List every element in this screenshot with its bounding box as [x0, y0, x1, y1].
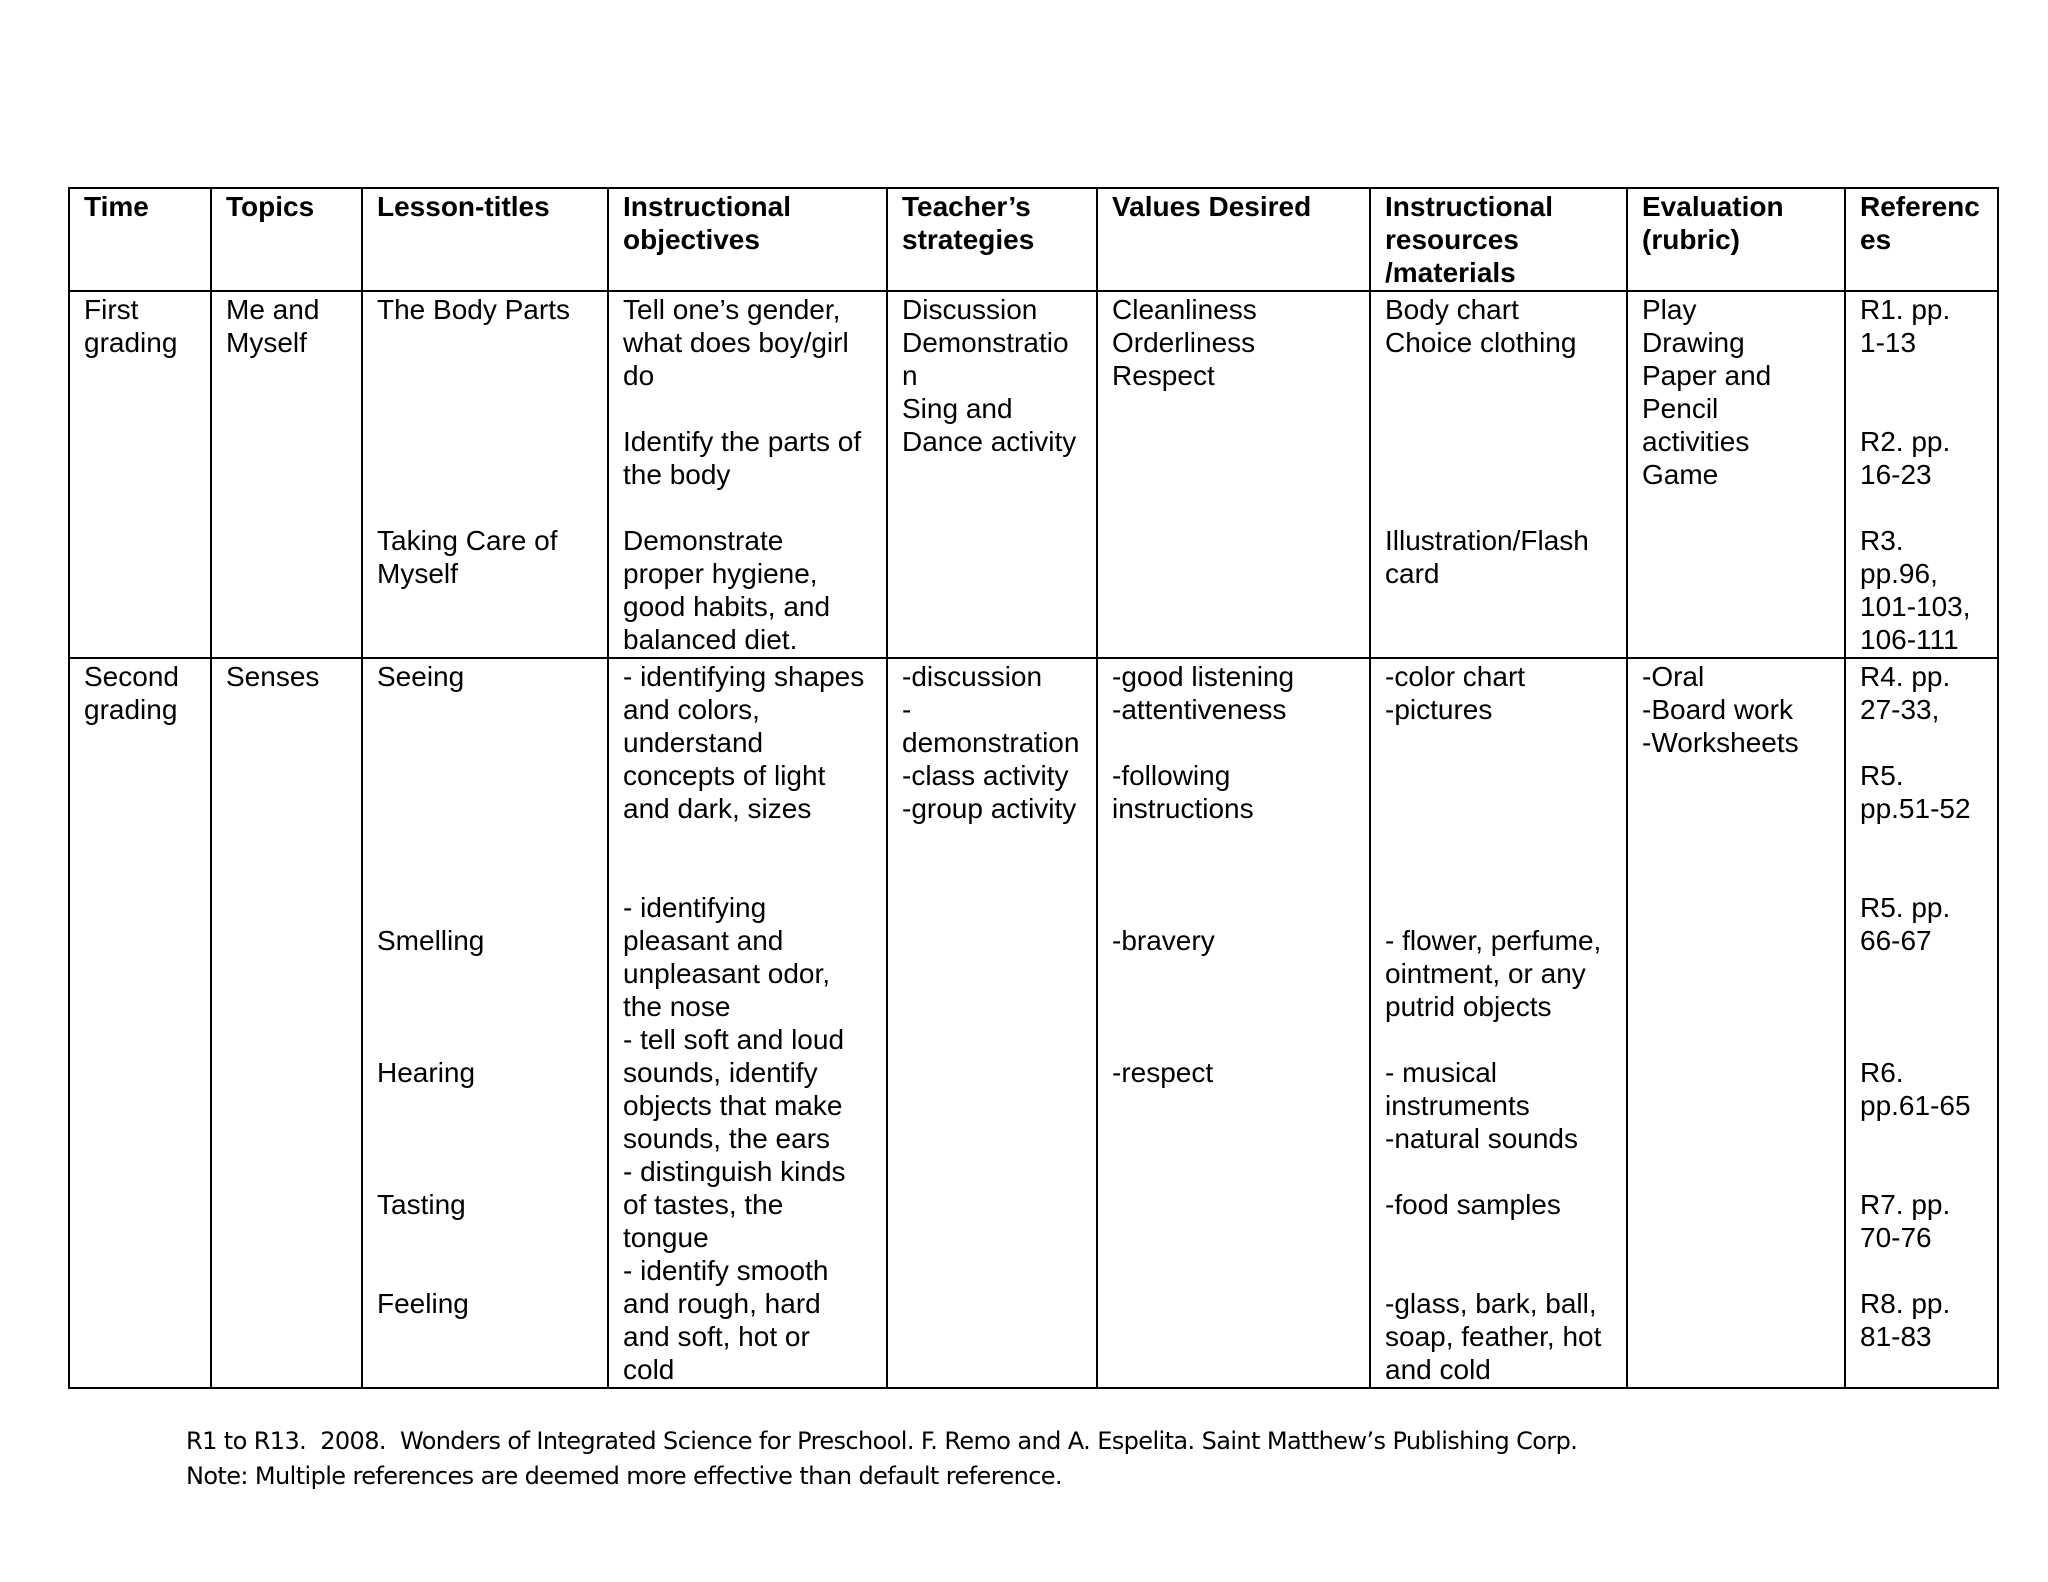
cell-evaluation: Play Drawing Paper and Pencil activities Game: [1627, 291, 1845, 658]
cell-evaluation: -Oral -Board work -Worksheets: [1627, 658, 1845, 1388]
cell-objectives: - identifying shapes and colors, understand concepts of light and dark, sizes - identifying pleasant and unpleasant odor, the nose - tell soft and loud sounds, identify objects that make sounds, the ears - distinguish kinds of tastes, the tongue - identify smooth and rough, hard and soft, hot or cold: [608, 658, 887, 1388]
cell-values: -good listening -attentiveness -following instructions -bravery -respect: [1097, 658, 1370, 1388]
cell-topics: Me and Myself: [211, 291, 362, 658]
cell-strategies: Discussion Demonstratio n Sing and Dance activity: [887, 291, 1097, 658]
header-instructional-resources: Instructional resources /materials: [1370, 188, 1627, 291]
cell-values: Cleanliness Orderliness Respect: [1097, 291, 1370, 658]
cell-time: Second grading: [69, 658, 211, 1388]
cell-references: R4. pp. 27-33, R5. pp.51-52 R5. pp. 66-67 R6. pp.61-65 R7. pp. 70-76 R8. pp. 81-83: [1845, 658, 1998, 1388]
table-row-first-grading: [69, 291, 1998, 658]
cell-strategies: -discussion - demonstration -class activity -group activity: [887, 658, 1097, 1388]
cell-resources: Body chart Choice clothing Illustration/Flash card: [1370, 291, 1627, 658]
cell-resources: -color chart -pictures - flower, perfume, ointment, or any putrid objects - musical instruments -natural sounds -food samples -glass, bark, ball, soap, feather, hot and cold: [1370, 658, 1627, 1388]
header-lesson-titles: Lesson-titles: [362, 188, 608, 291]
cell-topics: Senses: [211, 658, 362, 1388]
cell-references: R1. pp. 1-13 R2. pp. 16-23 R3. pp.96, 101-103, 106-111: [1845, 291, 1998, 658]
table-row-second-grading: [69, 658, 1998, 1388]
footnotes: [186, 1424, 1577, 1494]
cell-objectives: Tell one’s gender, what does boy/girl do Identify the parts of the body Demonstrate proper hygiene, good habits, and balanced diet.: [608, 291, 887, 658]
header-time: Time: [69, 188, 211, 291]
header-instructional-objectives: Instructional objectives: [608, 188, 887, 291]
header-evaluation: Evaluation (rubric): [1627, 188, 1845, 291]
cell-lesson-titles: Seeing Smelling Hearing Tasting Feeling: [362, 658, 608, 1388]
header-topics: Topics: [211, 188, 362, 291]
cell-time: First grading: [69, 291, 211, 658]
reference-note: Note: Multiple references are deemed more effective than default reference.: [186, 1462, 1063, 1490]
curriculum-table: [68, 187, 1999, 1389]
header-references: Referenc es: [1845, 188, 1998, 291]
header-values-desired: Values Desired: [1097, 188, 1370, 291]
cell-lesson-titles: The Body Parts Taking Care of Myself: [362, 291, 608, 658]
header-row: [69, 188, 1998, 291]
header-teachers-strategies: Teacher’s strategies: [887, 188, 1097, 291]
reference-citation: R1 to R13. 2008. Wonders of Integrated Science for Preschool. F. Remo and A. Espelita. Saint Matthew’s Publishing Corp.: [186, 1427, 1578, 1455]
